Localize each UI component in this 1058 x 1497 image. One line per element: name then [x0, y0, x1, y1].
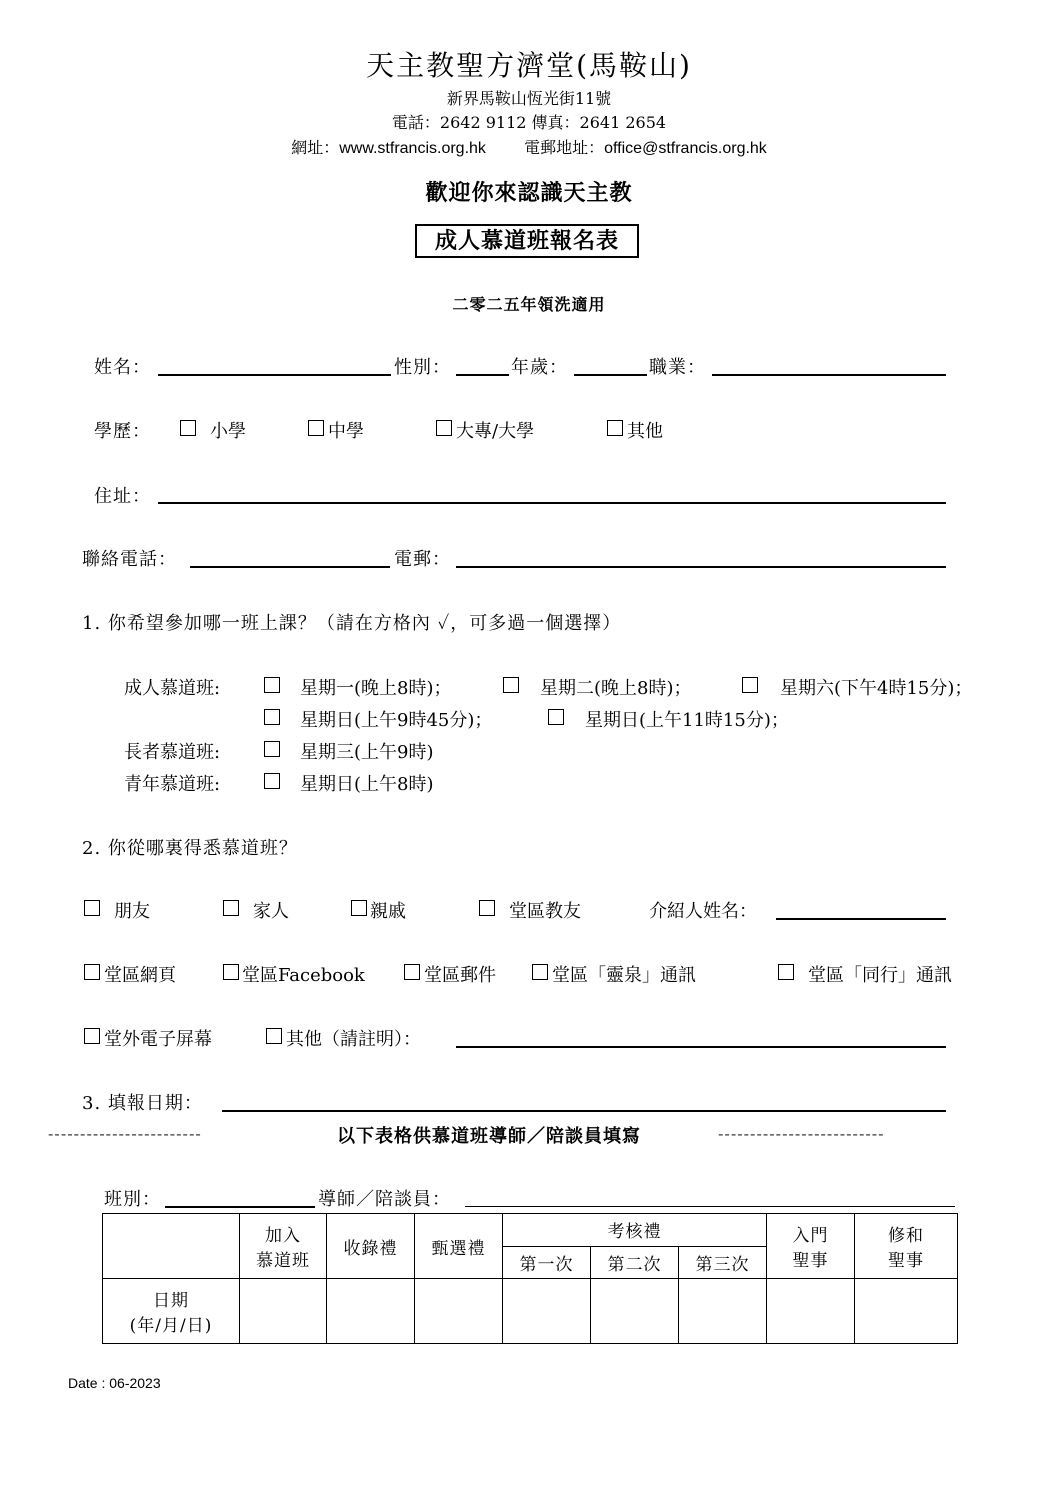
age-field[interactable]	[574, 374, 647, 376]
age-label: 年歲：	[511, 357, 568, 378]
referrer-field[interactable]	[776, 918, 946, 920]
source-facebook-checkbox[interactable]	[223, 964, 239, 980]
address-label: 住址：	[94, 486, 151, 507]
source-parish-web-checkbox[interactable]	[84, 964, 100, 980]
cell-select-date[interactable]	[415, 1279, 503, 1344]
youth-class-label: 青年慕道班:	[124, 774, 221, 795]
website-link[interactable]: www.stfrancis.org.hk	[339, 140, 486, 157]
question-2: 2. 你從哪裏得悉慕道班？	[82, 838, 298, 859]
question-1: 1. 你希望參加哪一班上課？（請在方格內 ✓，可多過一個選擇）	[82, 613, 622, 634]
tutor-label: 導師／陪談員：	[318, 1189, 451, 1210]
tutor-field[interactable]	[465, 1206, 955, 1207]
elder-wednesday-label: 星期三(上午9時)	[300, 742, 434, 763]
cell-exam3-date[interactable]	[679, 1279, 767, 1344]
youth-sunday-checkbox[interactable]	[264, 773, 280, 789]
submission-date-field[interactable]	[222, 1110, 946, 1112]
education-other-label: 其他	[627, 421, 663, 442]
class-label: 班別：	[104, 1189, 161, 1210]
adult-sunday-1115-label: 星期日(上午11時15分)；	[585, 710, 789, 731]
education-label: 學歷：	[94, 421, 151, 442]
source-parishioner-label: 堂區教友	[509, 901, 581, 922]
year-note: 二零二五年領洗適用	[452, 295, 606, 314]
church-name: 天主教聖方濟堂(馬鞍山)	[366, 49, 692, 82]
name-field[interactable]	[158, 374, 391, 376]
education-secondary-label: 中學	[328, 421, 364, 442]
revision-date: Date : 06-2023	[68, 1375, 161, 1391]
adult-monday-label: 星期一(晚上8時)；	[300, 678, 452, 699]
source-friend-label: 朋友	[114, 901, 150, 922]
source-family-label: 家人	[253, 901, 289, 922]
cell-exam2-date[interactable]	[591, 1279, 679, 1344]
education-tertiary-label: 大專/大學	[456, 421, 535, 442]
cell-enroll-date[interactable]	[327, 1279, 415, 1344]
church-address: 新界馬鞍山恆光街11號	[446, 89, 612, 108]
gender-label: 性別：	[394, 357, 451, 378]
source-other-field[interactable]	[456, 1046, 946, 1048]
adult-sunday-0945-checkbox[interactable]	[264, 709, 280, 725]
web-label: 網址：	[291, 138, 340, 157]
source-relative-checkbox[interactable]	[351, 900, 367, 916]
address-field[interactable]	[158, 502, 946, 504]
education-other-checkbox[interactable]	[607, 420, 623, 436]
table-corner-cell	[103, 1214, 240, 1279]
name-label: 姓名：	[94, 357, 151, 378]
class-field[interactable]	[165, 1206, 315, 1208]
gender-field[interactable]	[456, 374, 509, 376]
source-tongxing-label: 堂區「同行」通訊	[808, 965, 952, 986]
staff-section-heading: 以下表格供慕道班導師／陪談員填寫	[337, 1126, 641, 1147]
row-date-label: 日期 (年/月/日)	[103, 1279, 240, 1344]
adult-tuesday-label: 星期二(晚上8時)；	[540, 678, 692, 699]
education-tertiary-checkbox[interactable]	[436, 420, 452, 436]
referrer-label: 介紹人姓名：	[649, 901, 757, 922]
source-other-label: 其他（請註明）：	[286, 1029, 421, 1050]
col-exam-header: 考核禮	[503, 1214, 767, 1247]
source-parish-mail-checkbox[interactable]	[404, 964, 420, 980]
question-3: 3. 填報日期：	[82, 1093, 203, 1114]
welcome-heading: 歡迎你來認識天主教	[425, 180, 633, 206]
cell-join-date[interactable]	[240, 1279, 327, 1344]
adult-class-label: 成人慕道班:	[124, 678, 221, 699]
email-label: 電郵地址：	[524, 138, 605, 157]
source-facebook-label: 堂區Facebook	[242, 965, 365, 986]
occupation-field[interactable]	[712, 374, 946, 376]
col-exam-first: 第一次	[503, 1246, 591, 1279]
col-enroll-header: 收錄禮	[327, 1214, 415, 1279]
cell-initiation-date[interactable]	[767, 1279, 855, 1344]
source-other-checkbox[interactable]	[266, 1028, 282, 1044]
adult-sunday-0945-label: 星期日(上午9時45分)；	[300, 710, 493, 731]
source-family-checkbox[interactable]	[223, 900, 239, 916]
separator-dashes-left: ------------------------	[48, 1124, 202, 1143]
col-exam-third: 第三次	[679, 1246, 767, 1279]
church-contact-line	[0, 135, 1058, 158]
adult-sunday-1115-checkbox[interactable]	[548, 709, 564, 725]
col-reconciliation-header: 修和 聖事	[855, 1214, 958, 1279]
church-phone-fax: 電話：2642 9112 傳真：2641 2654	[391, 113, 667, 132]
col-join-header: 加入 慕道班	[240, 1214, 327, 1279]
col-initiation-header: 入門 聖事	[767, 1214, 855, 1279]
phone-label: 聯絡電話：	[82, 549, 177, 570]
occupation-label: 職業：	[649, 357, 706, 378]
staff-record-table	[102, 1213, 958, 1344]
source-outdoor-screen-checkbox[interactable]	[84, 1028, 100, 1044]
source-lingquan-checkbox[interactable]	[532, 964, 548, 980]
col-exam-second: 第二次	[591, 1246, 679, 1279]
cell-reconciliation-date[interactable]	[855, 1279, 958, 1344]
source-lingquan-label: 堂區「靈泉」通訊	[552, 965, 696, 986]
separator-dashes-right: --------------------------	[718, 1124, 885, 1143]
phone-field[interactable]	[190, 566, 390, 568]
source-friend-checkbox[interactable]	[84, 900, 100, 916]
adult-monday-checkbox[interactable]	[264, 677, 280, 693]
adult-tuesday-checkbox[interactable]	[503, 677, 519, 693]
education-secondary-checkbox[interactable]	[308, 420, 324, 436]
source-outdoor-screen-label: 堂外電子屏幕	[104, 1029, 212, 1050]
email-field-label: 電郵：	[394, 549, 451, 570]
source-tongxing-checkbox[interactable]	[778, 964, 794, 980]
form-title: 成人慕道班報名表	[415, 224, 639, 258]
source-parishioner-checkbox[interactable]	[479, 900, 495, 916]
email-field[interactable]	[456, 566, 946, 568]
elder-class-label: 長者慕道班:	[124, 742, 221, 763]
elder-wednesday-checkbox[interactable]	[264, 741, 280, 757]
cell-exam1-date[interactable]	[503, 1279, 591, 1344]
source-relative-label: 親戚	[370, 901, 406, 922]
education-primary-label: 小學	[210, 421, 246, 442]
education-primary-checkbox[interactable]	[180, 420, 196, 436]
adult-saturday-label: 星期六(下午4時15分)；	[780, 678, 973, 699]
email-link[interactable]: office@stfrancis.org.hk	[604, 140, 767, 157]
youth-sunday-label: 星期日(上午8時)	[300, 774, 434, 795]
source-parish-web-label: 堂區網頁	[104, 965, 176, 986]
adult-saturday-checkbox[interactable]	[742, 677, 758, 693]
col-select-header: 甄選禮	[415, 1214, 503, 1279]
source-parish-mail-label: 堂區郵件	[424, 965, 496, 986]
